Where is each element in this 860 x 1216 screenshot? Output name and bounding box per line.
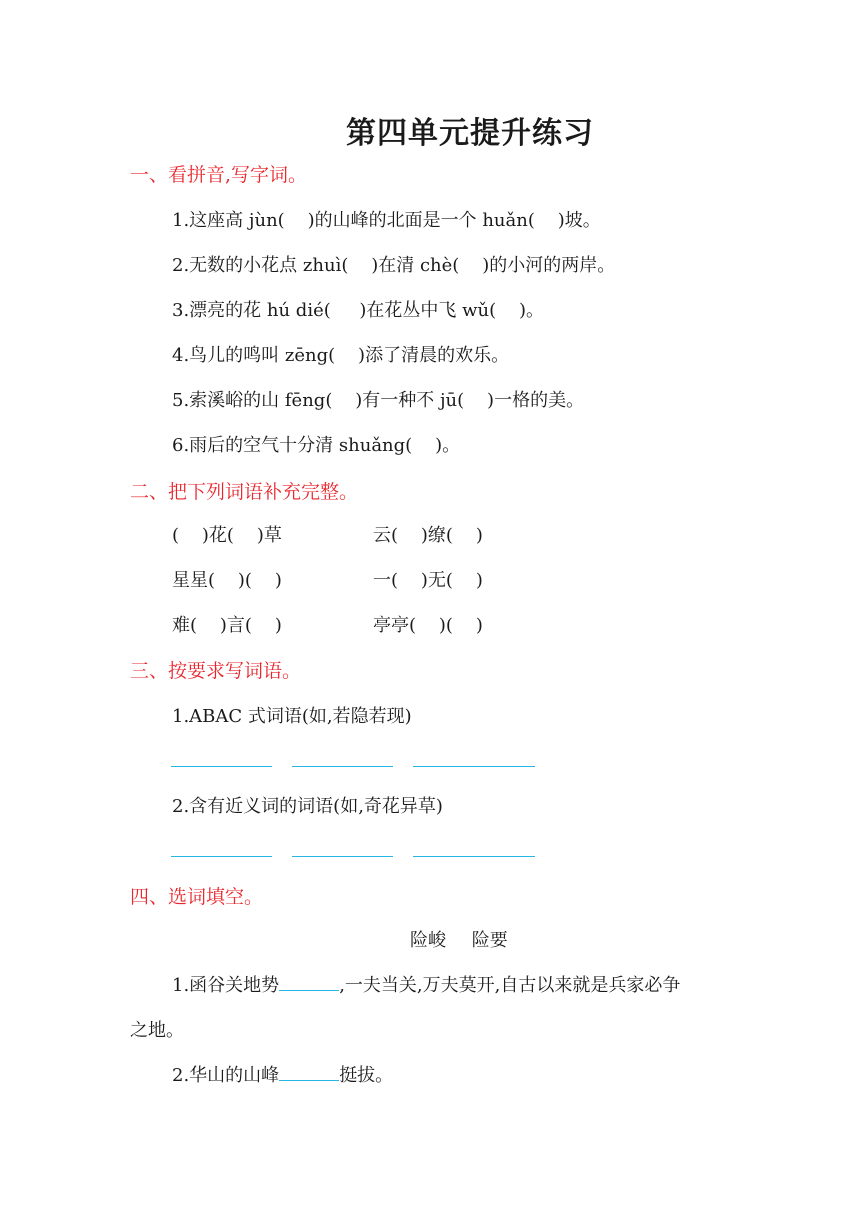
s3-q1-answer-line-2[interactable] [292,766,393,767]
s2-row-3-left: 难( )言( ) [172,615,282,636]
word-option-2: 险要 [471,930,508,951]
s3-q1-answer-line-1[interactable] [171,766,272,767]
s2-row-2-left: 星星( )( ) [172,570,282,591]
s3-question-1: 1.ABAC 式词语(如,若隐若现) [172,706,412,727]
s1-item-3: 3.漂亮的花 hú dié( )在花丛中飞 wǔ( )。 [172,300,545,321]
page-title: 第四单元提升练习 [346,116,594,151]
s4-q2-text-before: 2.华山的山峰 [172,1065,280,1086]
s2-row-1-right: 云( )缭( ) [373,525,483,546]
s2-row-3-right: 亭亭( )( ) [373,615,483,636]
s4-question-2 [172,1061,393,1087]
s1-item-1: 1.这座高 jùn( )的山峰的北面是一个 huǎn( )坡。 [172,210,601,231]
s3-question-2: 2.含有近义词的词语(如,奇花异草) [172,796,443,817]
s3-q1-answer-line-3[interactable] [413,766,535,767]
s1-item-6: 6.雨后的空气十分清 shuǎng( )。 [172,435,461,456]
s4-q1-blank[interactable] [279,972,339,991]
s3-q2-answer-line-3[interactable] [413,856,535,857]
s4-question-1 [172,971,680,997]
s4-q1-text-before: 1.函谷关地势 [172,975,280,996]
section-2-title: 二、把下列词语补充完整。 [130,481,359,503]
s1-item-4: 4.鸟儿的鸣叫 zēng( )添了清晨的欢乐。 [172,345,510,366]
s4-q2-text-after: 挺拔。 [339,1065,394,1086]
section-1-title: 一、看拼音,写字词。 [130,164,308,186]
s4-q1-continuation: 之地。 [130,1020,184,1041]
s2-row-2-right: 一( )无( ) [373,570,483,591]
s1-item-2: 2.无数的小花点 zhuì( )在清 chè( )的小河的两岸。 [172,255,616,276]
section-4-title: 四、选词填空。 [130,886,264,908]
word-option-1: 险峻 [410,930,446,951]
s4-q2-blank[interactable] [279,1062,339,1081]
s1-item-5: 5.索溪峪的山 fēng( )有一种不 jū( )一格的美。 [172,390,585,411]
word-options [410,926,528,952]
section-3-title: 三、按要求写词语。 [130,660,302,682]
s3-q2-answer-line-1[interactable] [171,856,272,857]
s4-q1-text-after: ,一夫当关,万夫莫开,自古以来就是兵家必争 [339,975,681,996]
s3-q2-answer-line-2[interactable] [292,856,393,857]
s2-row-1-left: ( )花( )草 [172,525,282,546]
